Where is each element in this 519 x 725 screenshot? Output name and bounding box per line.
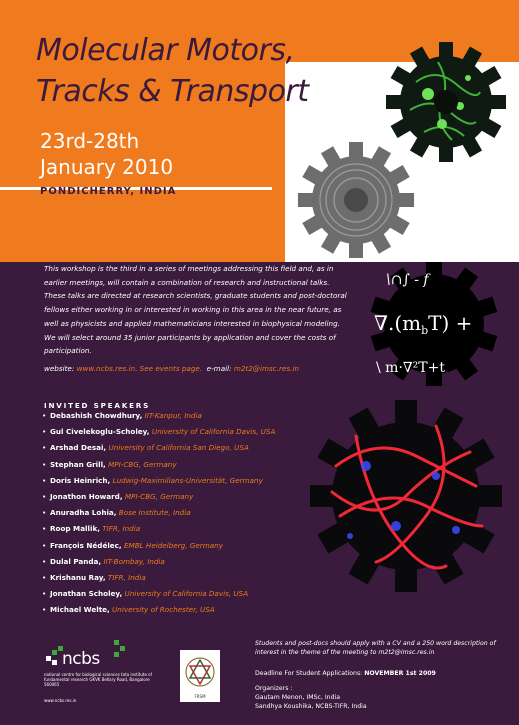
organizers-label: Organizers :	[255, 685, 293, 692]
speaker-item: • Doris Heinrich, Ludwig-Maximilians-Universität, Germany	[42, 475, 263, 485]
frsm-label: FRSM	[194, 694, 206, 699]
deadline-label: Deadline For Student Applications:	[255, 670, 363, 677]
website-link[interactable]: www.ncbs.res.in. See events page.	[76, 364, 203, 373]
speaker-item: • Dulal Panda, IIT-Bombay, India	[42, 556, 165, 566]
poster-title	[36, 30, 309, 112]
speaker-item: • Krishanu Ray, TIFR, India	[42, 573, 146, 583]
speakers-heading: INVITED SPEAKERS	[44, 401, 151, 410]
ncbs-url[interactable]: www.ncbs.res.in	[44, 698, 77, 703]
email-label: e-mail:	[206, 364, 232, 373]
workshop-description: This workshop is the third in a series of meetings addressing this field and, as in earlier meetings, will contain a combination of research and instructional talks. These talks are directed at research scientists, graduate students and post-doctoral fellows either working in or interested in working in this area in the near future, as well as physicists and applied mathematicians interested in biophysical modeling. We will select around 35 junior participants by application and cover the costs of participation.	[44, 264, 347, 356]
svg-text:\∩∫ - f: \∩∫ - f	[386, 272, 429, 288]
title-line-2: Tracks & Transport	[36, 74, 309, 109]
speaker-item: • François Nédélec, EMBL Heidelberg, Germany	[42, 540, 223, 550]
svg-text:\ m·∇²T+t: \ m·∇²T+t	[376, 360, 445, 376]
formula-image	[366, 262, 519, 386]
ncbs-tagline: national centre for biological sciences tata institute of fundamental research GKVK Bellary Road, Bangalore 560065	[44, 672, 153, 688]
contact-line	[44, 364, 299, 373]
gear-gray-micrograph-icon	[296, 140, 416, 260]
organizer-2: Sandhya Koushika, NCBS-TIFR, India	[255, 702, 367, 710]
organizer-1: Gautam Menon, IMSc, India	[255, 693, 341, 701]
speaker-item: • Jonathan Scholey, University of California Davis, USA	[42, 589, 249, 599]
speaker-item: • Michael Welte, University of Rochester, USA	[42, 605, 215, 615]
speaker-item: • Arshad Desai, University of California San Diego, USA	[42, 443, 249, 453]
speaker-item: • Stephan Grill, MPI-CBG, Germany	[42, 459, 177, 469]
event-dates	[40, 128, 173, 180]
speaker-item: • Roop Mallik, TIFR, India	[42, 524, 141, 534]
website-label: website:	[44, 364, 75, 373]
organizers	[255, 685, 367, 711]
title-line-1: Molecular Motors,	[36, 33, 295, 68]
star-of-david-icon	[180, 650, 220, 694]
formula-gear-icon	[366, 262, 519, 386]
speaker-item: • Jonathon Howard, MPI-CBG, Germany	[42, 492, 194, 502]
application-instructions: Students and post-docs should apply with a CV and a 250 word description of interest in the theme of the meeting to m2t2@imsc.res.in	[255, 640, 496, 656]
frsm-logo	[180, 650, 220, 702]
svg-text:∇.(mbT) +: $\nabla.(m_bT)$ +	[374, 311, 473, 337]
speaker-item: • Debashish Chowdhury, IIT-Kanpur, India	[42, 411, 202, 420]
deadline-date: NOVEMBER 1st 2009	[364, 670, 436, 677]
deadline	[255, 670, 436, 677]
dates-line-2: January 2010	[40, 155, 174, 179]
event-location: PONDICHERRY, INDIA	[40, 186, 177, 197]
speakers-list	[42, 408, 342, 619]
dates-line-1: 23rd-28th	[40, 129, 140, 153]
speaker-item: • Gul Civelekoglu-Scholey, University of California Davis, USA	[42, 427, 276, 437]
speaker-item: • Anuradha Lohia, Bose Institute, India	[42, 508, 191, 518]
email-link[interactable]: m2t2@imsc.res.in	[233, 364, 299, 373]
ncbs-logo-text: ncbs	[62, 649, 100, 669]
